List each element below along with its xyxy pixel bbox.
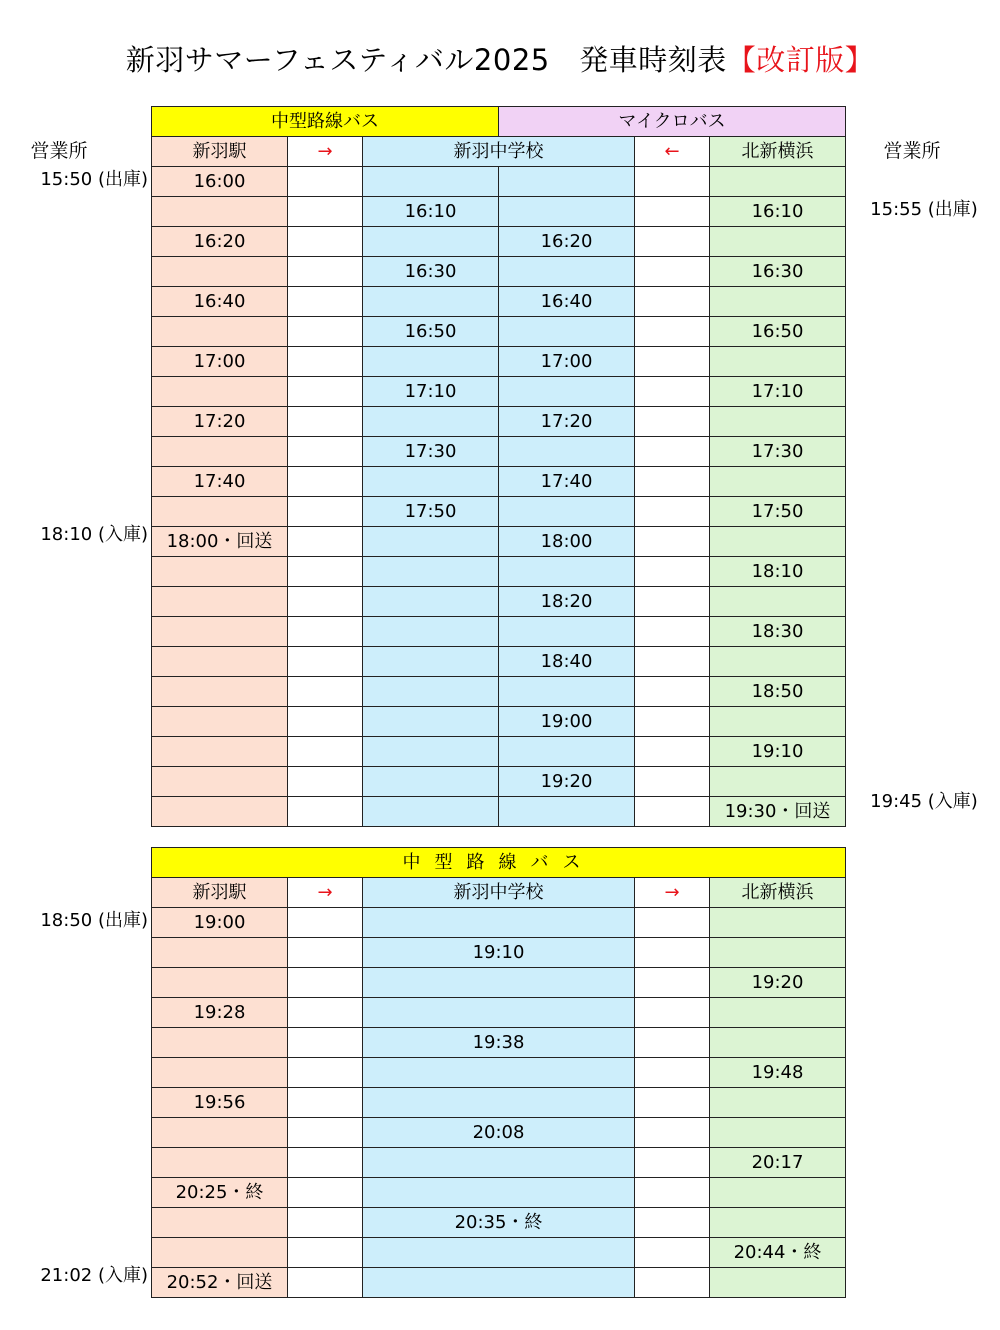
- cell-nippa-station: [152, 317, 288, 347]
- cell-junior-high-micro: 16:20: [499, 227, 635, 257]
- cell-junior-high-midsize: [363, 767, 499, 797]
- cell-nippa-station: [152, 617, 288, 647]
- cell-kita-shin-yokohama: 17:10: [710, 377, 846, 407]
- cell-junior-high: [363, 1268, 635, 1298]
- table-row: [152, 467, 846, 497]
- table-row: [152, 587, 846, 617]
- table-row: [152, 527, 846, 557]
- cell-nippa-station: 19:28: [152, 998, 288, 1028]
- cell-arrow-gap: [288, 587, 363, 617]
- depot-note: 15:50 (出庫): [40, 169, 148, 190]
- cell-junior-high-midsize: [363, 647, 499, 677]
- cell-junior-high-micro: [499, 257, 635, 287]
- cell-kita-shin-yokohama: [710, 227, 846, 257]
- cell-junior-high-midsize: [363, 467, 499, 497]
- table-row: [152, 1148, 846, 1178]
- table-row: [152, 707, 846, 737]
- cell-junior-high-midsize: [363, 557, 499, 587]
- arrow-right-icon: →: [288, 137, 363, 167]
- cell-junior-high-micro: [499, 557, 635, 587]
- cell-kita-shin-yokohama: 18:30: [710, 617, 846, 647]
- table-row: [152, 737, 846, 767]
- cell-arrow-gap: [288, 317, 363, 347]
- table-row: [152, 938, 846, 968]
- cell-arrow-gap: [635, 938, 710, 968]
- cell-arrow-gap: [288, 677, 363, 707]
- cell-arrow-gap: [288, 407, 363, 437]
- table-row: [152, 197, 846, 227]
- cell-junior-high-micro: 19:20: [499, 767, 635, 797]
- cell-junior-high: [363, 1058, 635, 1088]
- table-row: [152, 1238, 846, 1268]
- cell-junior-high-micro: 18:00: [499, 527, 635, 557]
- depot-note: 18:50 (出庫): [40, 910, 148, 931]
- group-header-midsize-bus: 中型路線バス: [152, 107, 499, 137]
- cell-nippa-station: [152, 797, 288, 827]
- table-row: [152, 1268, 846, 1298]
- cell-arrow-gap: [635, 347, 710, 377]
- cell-nippa-station: 19:56: [152, 1088, 288, 1118]
- cell-junior-high-micro: [499, 617, 635, 647]
- cell-junior-high: [363, 998, 635, 1028]
- arrow-right-icon: →: [288, 878, 363, 908]
- cell-junior-high-midsize: [363, 527, 499, 557]
- cell-arrow-gap: [635, 767, 710, 797]
- cell-arrow-gap: [288, 797, 363, 827]
- table-row: [152, 1088, 846, 1118]
- cell-nippa-station: [152, 497, 288, 527]
- cell-arrow-gap: [288, 737, 363, 767]
- cell-kita-shin-yokohama: 17:30: [710, 437, 846, 467]
- table-row: [152, 227, 846, 257]
- cell-junior-high-midsize: [363, 407, 499, 437]
- cell-kita-shin-yokohama: 18:10: [710, 557, 846, 587]
- cell-kita-shin-yokohama: [710, 467, 846, 497]
- cell-arrow-gap: [288, 998, 363, 1028]
- cell-junior-high-micro: [499, 167, 635, 197]
- cell-arrow-gap: [288, 1148, 363, 1178]
- arrow-right-icon: →: [635, 878, 710, 908]
- cell-kita-shin-yokohama: [710, 347, 846, 377]
- cell-kita-shin-yokohama: [710, 1178, 846, 1208]
- table-row: [152, 797, 846, 827]
- cell-arrow-gap: [635, 467, 710, 497]
- cell-arrow-gap: [635, 497, 710, 527]
- cell-junior-high-micro: 16:40: [499, 287, 635, 317]
- cell-nippa-station: [152, 677, 288, 707]
- cell-junior-high-micro: [499, 677, 635, 707]
- stop-header-nippa-junior-high: 新羽中学校: [363, 137, 635, 167]
- cell-arrow-gap: [288, 1238, 363, 1268]
- cell-arrow-gap: [635, 707, 710, 737]
- cell-kita-shin-yokohama: 19:20: [710, 968, 846, 998]
- cell-arrow-gap: [288, 257, 363, 287]
- cell-kita-shin-yokohama: [710, 1028, 846, 1058]
- cell-junior-high-micro: 17:20: [499, 407, 635, 437]
- stop-header-kita-shin-yokohama: 北新横浜: [710, 878, 846, 908]
- cell-nippa-station: [152, 587, 288, 617]
- table-row: [152, 767, 846, 797]
- cell-junior-high-midsize: [363, 227, 499, 257]
- cell-junior-high: 19:38: [363, 1028, 635, 1058]
- stop-header-kita-shin-yokohama: 北新横浜: [710, 137, 846, 167]
- cell-nippa-station: [152, 1148, 288, 1178]
- cell-arrow-gap: [635, 677, 710, 707]
- cell-arrow-gap: [288, 1268, 363, 1298]
- cell-kita-shin-yokohama: [710, 908, 846, 938]
- cell-arrow-gap: [635, 998, 710, 1028]
- cell-kita-shin-yokohama: [710, 527, 846, 557]
- cell-arrow-gap: [635, 257, 710, 287]
- table-row: [152, 1058, 846, 1088]
- cell-kita-shin-yokohama: 16:10: [710, 197, 846, 227]
- cell-junior-high-micro: 19:00: [499, 707, 635, 737]
- cell-kita-shin-yokohama: [710, 998, 846, 1028]
- depot-note: 21:02 (入庫): [40, 1265, 148, 1286]
- cell-nippa-station: [152, 1208, 288, 1238]
- cell-junior-high-midsize: [363, 587, 499, 617]
- cell-nippa-station: 17:20: [152, 407, 288, 437]
- cell-arrow-gap: [288, 167, 363, 197]
- cell-arrow-gap: [635, 557, 710, 587]
- cell-junior-high: 20:08: [363, 1118, 635, 1148]
- cell-junior-high-micro: [499, 737, 635, 767]
- cell-junior-high: [363, 908, 635, 938]
- cell-arrow-gap: [635, 1208, 710, 1238]
- title-revised: 【改訂版】: [726, 43, 875, 77]
- cell-arrow-gap: [288, 707, 363, 737]
- cell-kita-shin-yokohama: [710, 938, 846, 968]
- cell-arrow-gap: [635, 1238, 710, 1268]
- cell-nippa-station: 16:40: [152, 287, 288, 317]
- cell-junior-high-midsize: 16:50: [363, 317, 499, 347]
- page-title: [0, 38, 1000, 82]
- cell-nippa-station: [152, 197, 288, 227]
- depot-note: 15:55 (出庫): [870, 199, 978, 220]
- arrow-left-icon: ←: [635, 137, 710, 167]
- depot-note: 18:10 (入庫): [40, 524, 148, 545]
- cell-arrow-gap: [635, 1028, 710, 1058]
- cell-arrow-gap: [635, 197, 710, 227]
- cell-arrow-gap: [635, 1088, 710, 1118]
- table-row: [152, 347, 846, 377]
- cell-nippa-station: [152, 968, 288, 998]
- cell-kita-shin-yokohama: [710, 287, 846, 317]
- cell-nippa-station: [152, 557, 288, 587]
- cell-arrow-gap: [288, 1088, 363, 1118]
- cell-kita-shin-yokohama: [710, 167, 846, 197]
- cell-nippa-station: 20:52・回送: [152, 1268, 288, 1298]
- table-row: [152, 1208, 846, 1238]
- table-row: [152, 257, 846, 287]
- cell-junior-high-micro: [499, 197, 635, 227]
- cell-junior-high-midsize: [363, 737, 499, 767]
- cell-arrow-gap: [288, 1208, 363, 1238]
- cell-arrow-gap: [288, 377, 363, 407]
- cell-arrow-gap: [288, 437, 363, 467]
- cell-arrow-gap: [288, 347, 363, 377]
- cell-arrow-gap: [635, 287, 710, 317]
- depot-note: 19:45 (入庫): [870, 791, 978, 812]
- cell-nippa-station: [152, 647, 288, 677]
- cell-arrow-gap: [635, 437, 710, 467]
- table-row: [152, 407, 846, 437]
- table-row: [152, 998, 846, 1028]
- cell-junior-high-micro: [499, 317, 635, 347]
- cell-junior-high-midsize: [363, 677, 499, 707]
- cell-arrow-gap: [288, 227, 363, 257]
- timetable-2: [151, 847, 846, 1298]
- cell-kita-shin-yokohama: [710, 407, 846, 437]
- cell-junior-high: [363, 1148, 635, 1178]
- cell-arrow-gap: [635, 587, 710, 617]
- table-row: [152, 647, 846, 677]
- cell-junior-high-midsize: [363, 797, 499, 827]
- cell-arrow-gap: [635, 1268, 710, 1298]
- cell-junior-high-micro: 17:00: [499, 347, 635, 377]
- cell-nippa-station: [152, 1028, 288, 1058]
- cell-junior-high-micro: [499, 437, 635, 467]
- cell-arrow-gap: [635, 407, 710, 437]
- cell-junior-high-midsize: 16:10: [363, 197, 499, 227]
- cell-kita-shin-yokohama: [710, 1208, 846, 1238]
- cell-junior-high-micro: [499, 377, 635, 407]
- cell-kita-shin-yokohama: 19:10: [710, 737, 846, 767]
- cell-junior-high-midsize: [363, 287, 499, 317]
- cell-junior-high-midsize: 17:10: [363, 377, 499, 407]
- cell-nippa-station: 20:25・終: [152, 1178, 288, 1208]
- cell-nippa-station: 19:00: [152, 908, 288, 938]
- group-header-midsize-bus: 中型路線バス: [152, 848, 846, 878]
- cell-arrow-gap: [288, 1058, 363, 1088]
- stop-header-nippa-junior-high: 新羽中学校: [363, 878, 635, 908]
- stop-header-nippa-station: 新羽駅: [152, 137, 288, 167]
- cell-arrow-gap: [635, 377, 710, 407]
- cell-kita-shin-yokohama: 20:17: [710, 1148, 846, 1178]
- cell-kita-shin-yokohama: 16:30: [710, 257, 846, 287]
- cell-arrow-gap: [288, 908, 363, 938]
- cell-arrow-gap: [288, 1028, 363, 1058]
- table-row: [152, 377, 846, 407]
- cell-arrow-gap: [288, 647, 363, 677]
- cell-arrow-gap: [288, 197, 363, 227]
- cell-arrow-gap: [288, 527, 363, 557]
- cell-nippa-station: 16:20: [152, 227, 288, 257]
- cell-arrow-gap: [288, 617, 363, 647]
- table-row: [152, 1028, 846, 1058]
- cell-junior-high-micro: 18:40: [499, 647, 635, 677]
- table-row: [152, 317, 846, 347]
- cell-junior-high-micro: [499, 497, 635, 527]
- cell-arrow-gap: [635, 797, 710, 827]
- cell-arrow-gap: [635, 317, 710, 347]
- cell-kita-shin-yokohama: [710, 1118, 846, 1148]
- cell-junior-high-micro: 17:40: [499, 467, 635, 497]
- group-header-micro-bus: マイクロバス: [499, 107, 846, 137]
- cell-junior-high: [363, 1238, 635, 1268]
- cell-arrow-gap: [288, 467, 363, 497]
- cell-nippa-station: [152, 257, 288, 287]
- cell-junior-high-midsize: [363, 617, 499, 647]
- cell-nippa-station: [152, 938, 288, 968]
- cell-kita-shin-yokohama: 20:44・終: [710, 1238, 846, 1268]
- cell-arrow-gap: [635, 527, 710, 557]
- cell-junior-high-midsize: 17:50: [363, 497, 499, 527]
- cell-nippa-station: [152, 1058, 288, 1088]
- cell-arrow-gap: [635, 968, 710, 998]
- cell-kita-shin-yokohama: 18:50: [710, 677, 846, 707]
- cell-arrow-gap: [635, 737, 710, 767]
- cell-nippa-station: [152, 437, 288, 467]
- cell-junior-high-midsize: 17:30: [363, 437, 499, 467]
- table-row: [152, 968, 846, 998]
- cell-arrow-gap: [635, 1148, 710, 1178]
- cell-arrow-gap: [288, 557, 363, 587]
- cell-nippa-station: [152, 737, 288, 767]
- cell-junior-high: [363, 1178, 635, 1208]
- cell-junior-high: [363, 968, 635, 998]
- table-row: [152, 557, 846, 587]
- table-row: [152, 617, 846, 647]
- cell-nippa-station: 17:40: [152, 467, 288, 497]
- stop-header-nippa-station: 新羽駅: [152, 878, 288, 908]
- cell-nippa-station: [152, 377, 288, 407]
- cell-arrow-gap: [288, 938, 363, 968]
- cell-arrow-gap: [635, 617, 710, 647]
- cell-arrow-gap: [635, 647, 710, 677]
- table-row: [152, 497, 846, 527]
- cell-nippa-station: 17:00: [152, 347, 288, 377]
- cell-kita-shin-yokohama: 16:50: [710, 317, 846, 347]
- cell-kita-shin-yokohama: [710, 707, 846, 737]
- cell-junior-high: 19:10: [363, 938, 635, 968]
- cell-nippa-station: [152, 767, 288, 797]
- cell-nippa-station: [152, 1118, 288, 1148]
- cell-arrow-gap: [635, 1118, 710, 1148]
- office-label-left: 営業所: [30, 140, 88, 162]
- office-label-right: 営業所: [883, 140, 941, 162]
- cell-arrow-gap: [288, 1118, 363, 1148]
- table-row: [152, 287, 846, 317]
- cell-arrow-gap: [288, 497, 363, 527]
- cell-arrow-gap: [635, 167, 710, 197]
- table-row: [152, 1118, 846, 1148]
- cell-arrow-gap: [635, 1178, 710, 1208]
- cell-junior-high-micro: 18:20: [499, 587, 635, 617]
- cell-arrow-gap: [635, 908, 710, 938]
- cell-junior-high-midsize: 16:30: [363, 257, 499, 287]
- timetable-1: [151, 106, 846, 827]
- cell-arrow-gap: [288, 968, 363, 998]
- cell-kita-shin-yokohama: [710, 1088, 846, 1118]
- table-row: [152, 1178, 846, 1208]
- cell-junior-high-midsize: [363, 167, 499, 197]
- table-row: [152, 908, 846, 938]
- cell-kita-shin-yokohama: 19:30・回送: [710, 797, 846, 827]
- title-main: 新羽サマーフェスティバル2025 発車時刻表: [125, 43, 727, 77]
- cell-junior-high: 20:35・終: [363, 1208, 635, 1238]
- cell-kita-shin-yokohama: [710, 1268, 846, 1298]
- cell-junior-high-midsize: [363, 707, 499, 737]
- table-row: [152, 437, 846, 467]
- table-row: [152, 677, 846, 707]
- cell-nippa-station: [152, 1238, 288, 1268]
- cell-arrow-gap: [635, 227, 710, 257]
- cell-nippa-station: 18:00・回送: [152, 527, 288, 557]
- cell-arrow-gap: [288, 287, 363, 317]
- table-row: [152, 167, 846, 197]
- cell-junior-high-midsize: [363, 347, 499, 377]
- cell-junior-high: [363, 1088, 635, 1118]
- cell-kita-shin-yokohama: [710, 587, 846, 617]
- cell-kita-shin-yokohama: [710, 647, 846, 677]
- cell-arrow-gap: [288, 1178, 363, 1208]
- cell-arrow-gap: [635, 1058, 710, 1088]
- cell-kita-shin-yokohama: [710, 767, 846, 797]
- cell-kita-shin-yokohama: 17:50: [710, 497, 846, 527]
- cell-arrow-gap: [288, 767, 363, 797]
- cell-kita-shin-yokohama: 19:48: [710, 1058, 846, 1088]
- cell-nippa-station: [152, 707, 288, 737]
- cell-nippa-station: 16:00: [152, 167, 288, 197]
- cell-junior-high-micro: [499, 797, 635, 827]
